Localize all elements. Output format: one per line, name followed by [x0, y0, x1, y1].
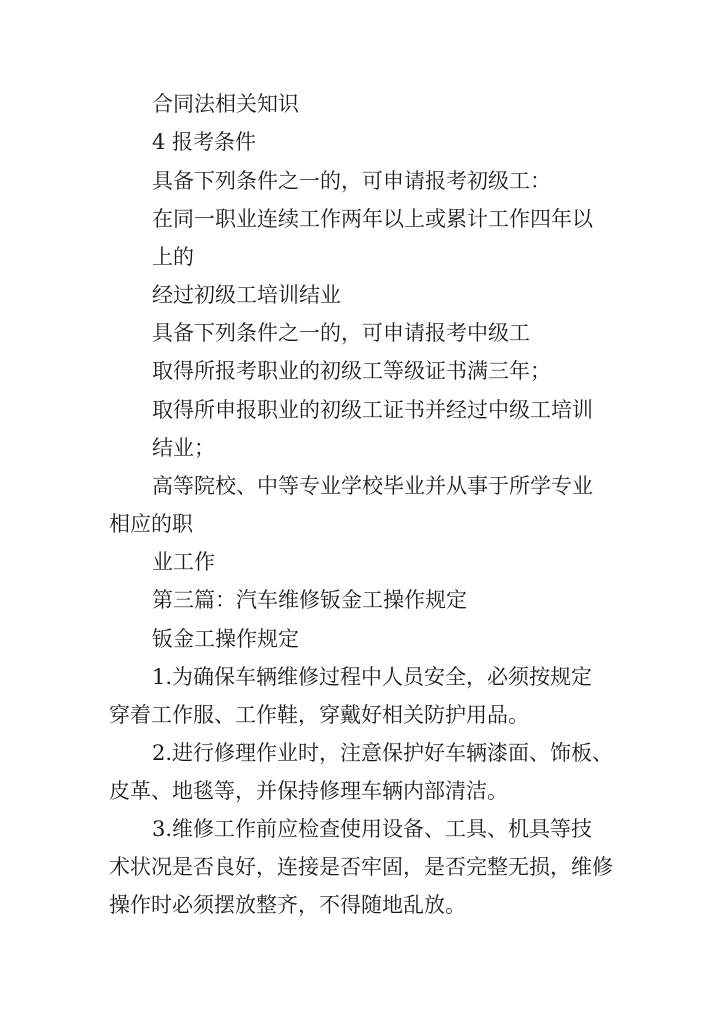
chapter-title-sheet-metal: 第三篇：汽车维修钣金工操作规定: [152, 588, 467, 612]
text-line-work-experience: 在同一职业连续工作两年以上或累计工作四年以: [152, 207, 593, 231]
text-line-work-experience-cont: 上的: [152, 245, 194, 269]
rule-3-line-1: 3.维修工作前应检查使用设备、工具、机具等技: [152, 817, 593, 841]
text-line-certificate-training: 取得所申报职业的初级工证书并经过中级工培训: [152, 398, 593, 422]
rule-3-line-2: 术状况是否良好，连接是否牢固，是否完整无损，维修: [109, 855, 613, 879]
text-line-intermediate-condition-intro: 具备下列条件之一的，可申请报考中级工: [152, 321, 530, 345]
text-line-certificate-training-cont: 结业；: [152, 436, 215, 460]
text-line-certificate-three-years: 取得所报考职业的初级工等级证书满三年；: [152, 359, 551, 383]
rule-3-line-3: 操作时必须摆放整齐，不得随地乱放。: [109, 893, 466, 917]
rule-1-line-2: 穿着工作服、工作鞋，穿戴好相关防护用品。: [109, 703, 529, 727]
section-heading-requirements: 4 报考条件: [152, 130, 257, 154]
text-line-junior-condition-intro: 具备下列条件之一的，可申请报考初级工：: [152, 169, 551, 193]
rule-2-line-2: 皮革、地毯等，并保持修理车辆内部清洁。: [109, 779, 508, 803]
text-line-related-knowledge: 合同法相关知识: [152, 92, 299, 116]
rule-1-line-1: 1.为确保车辆维修过程中人员安全，必须按规定: [152, 665, 593, 689]
text-line-junior-training: 经过初级工培训结业: [152, 283, 341, 307]
rule-2-line-1: 2.进行修理作业时，注意保护好车辆漆面、饰板、: [152, 741, 614, 765]
text-line-graduates-cont: 相应的职: [109, 512, 193, 536]
section-title-operation-rules: 钣金工操作规定: [152, 627, 299, 651]
text-line-graduates-cont2: 业工作: [152, 550, 215, 574]
text-line-graduates: 高等院校、中等专业学校毕业并从事于所学专业: [152, 474, 593, 498]
